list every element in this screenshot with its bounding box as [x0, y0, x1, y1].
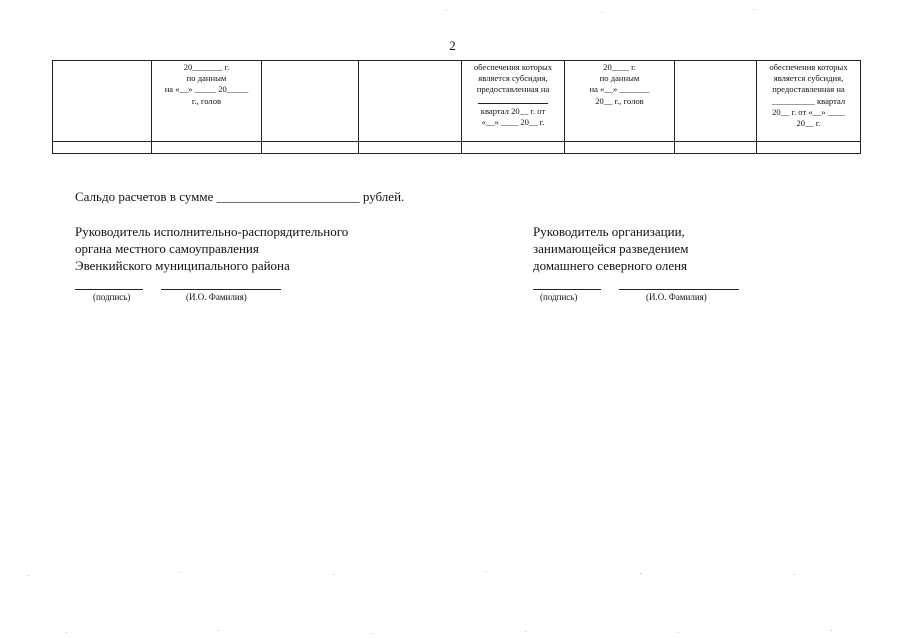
- name-caption: (И.О. Фамилия): [646, 292, 707, 302]
- scan-speck: [486, 571, 487, 572]
- cell-text: «__» ____ 20__ г.: [481, 116, 545, 127]
- signature-line: [75, 289, 143, 290]
- table-cell-subsidy-quarter: [462, 61, 565, 142]
- signature-line: [533, 289, 601, 290]
- cell-text: г., голов: [191, 95, 222, 106]
- cell-text: предоставленная на: [772, 84, 845, 95]
- cell-text: на «__» _____ 20_____: [164, 84, 249, 95]
- name-line: [161, 289, 281, 290]
- subsidy-table: [52, 60, 861, 154]
- scan-speck: [372, 633, 373, 634]
- scan-speck: [66, 632, 67, 633]
- signer-title-line: занимающейся разведением: [533, 241, 689, 256]
- cell-text: предоставленная на: [476, 84, 550, 95]
- cell-text: 20_______ г.: [183, 62, 230, 72]
- table-cell: [53, 142, 152, 154]
- table-cell: [565, 142, 675, 154]
- cell-text: 20__ г.: [796, 118, 821, 129]
- scan-speck: [333, 574, 334, 575]
- cell-text: квартал 20__ г. от: [480, 105, 546, 116]
- right-signer-title: [533, 223, 689, 274]
- name-caption: (И.О. Фамилия): [186, 292, 247, 302]
- table-cell: [757, 142, 861, 154]
- cell-text: __________ квартал: [771, 95, 846, 106]
- scan-speck: [794, 574, 795, 575]
- cell-text: 20__ г. от «__» ____: [772, 106, 845, 117]
- scan-speck: [180, 572, 181, 573]
- cell-text: 20____ г.: [603, 62, 636, 72]
- scan-speck: [753, 9, 754, 10]
- table-cell: [675, 142, 757, 154]
- signature-caption: (подпись): [93, 292, 131, 302]
- signer-title-line: Эвенкийского муниципального района: [75, 258, 290, 273]
- table-cell: [53, 61, 152, 142]
- signer-title-line: Руководитель исполнительно-распорядительного: [75, 224, 349, 239]
- scan-speck: [678, 632, 679, 633]
- signature-caption: (подпись): [540, 292, 578, 302]
- scan-speck: [28, 575, 29, 576]
- page-number: 2: [449, 38, 456, 53]
- scan-speck: [525, 631, 526, 632]
- cell-text: на «__» _______: [589, 84, 650, 95]
- cell-text: по данным: [186, 73, 227, 84]
- table-row: [53, 142, 861, 154]
- table-cell: [675, 61, 757, 142]
- scan-speck: [218, 630, 219, 631]
- name-line: [619, 289, 739, 290]
- cell-text: является субсидия,: [478, 73, 548, 84]
- scan-speck: [446, 10, 447, 11]
- left-signer-title: [75, 223, 348, 274]
- signer-title-line: органа местного самоуправления: [75, 241, 259, 256]
- cell-text: обеспечения которых: [769, 62, 848, 72]
- scan-speck: [601, 12, 602, 13]
- table-cell: [262, 142, 359, 154]
- table-cell-herd-count-2: [565, 61, 675, 142]
- scan-speck: [831, 630, 832, 631]
- signer-title-line: Руководитель организации,: [533, 224, 685, 239]
- table-cell-herd-count: [152, 61, 262, 142]
- table-cell: [262, 61, 359, 142]
- blank-line: [478, 99, 548, 104]
- cell-text: является субсидия,: [773, 73, 844, 84]
- table-cell: [359, 61, 462, 142]
- table-cell-subsidy-quarter-2: [757, 61, 861, 142]
- scan-speck: [640, 573, 641, 574]
- cell-text: обеспечения которых: [473, 62, 553, 72]
- table-cell: [359, 142, 462, 154]
- table-row: [53, 61, 861, 142]
- table-cell: [462, 142, 565, 154]
- table-cell: [152, 142, 262, 154]
- balance-statement: Сальдо расчетов в сумме ______________________ рублей.: [75, 189, 405, 204]
- cell-text: 20__ г., голов: [595, 95, 644, 106]
- cell-text: по данным: [599, 73, 640, 84]
- signer-title-line: домашнего северного оленя: [533, 258, 688, 273]
